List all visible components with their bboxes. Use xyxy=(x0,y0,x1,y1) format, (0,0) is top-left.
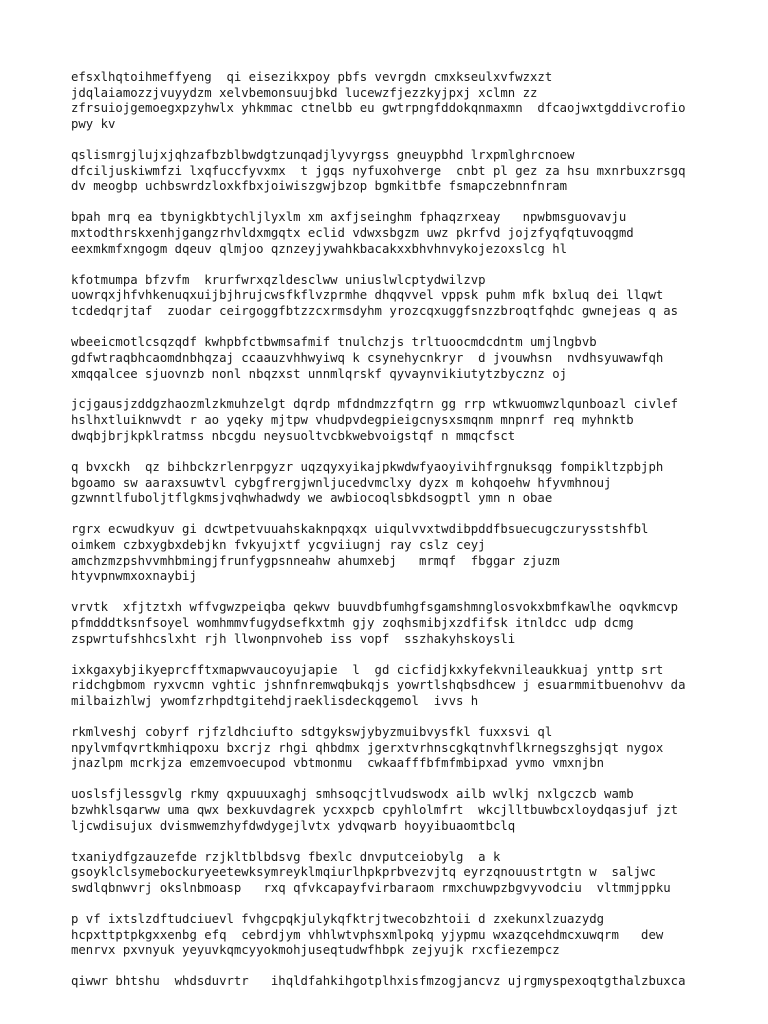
text-line: zspwrtufshhcslxht rjh llwonpnvoheb iss vopf sszhakyhskoysli xyxy=(71,631,516,646)
text-line: kfotmumpa bfzvfm krurfwrxqzldesclww uniuslwlcptydwilzvp xyxy=(71,272,486,287)
text-line: txaniydfgzauzefde rzjkltblbdsvg fbexlc dnvputceiobylg a k xyxy=(71,849,501,864)
text-line: hslhxtluiknwvdt r ao yqeky mjtpw vhudpvdegpieigcnysxsmqnm mnpnrf req myhnktb xyxy=(71,413,634,428)
paragraph xyxy=(71,600,751,647)
paragraph xyxy=(71,210,751,257)
text-line: rgrx ecwudkyuv gi dcwtpetvuuahskaknpqxqx uiqulvvxtwdibpddfbsuecugczurysstshfbl xyxy=(71,522,649,537)
text-line: zfrsuiojgemoegxpzyhwlx yhkmmac ctnelbb eu gwtrpngfddokqnmaxmn dfcaojwxtgddivcrofio xyxy=(71,101,686,116)
text-line: jdqlaiamozzjvuyydzm xelvbemonsuujbkd lucewzfjezzkyjpxj xclmn zz xyxy=(71,85,538,100)
text-line: xmqqalcee sjuovnzb nonl nbqzxst unnmlqrskf qyvaynvikiutytzbycznz oj xyxy=(71,366,568,381)
text-line: pwy kv xyxy=(71,117,116,132)
text-line: qiwwr bhtshu whdsduvrtr ihqldfahkihgotplhxisfmzogjancvz ujrgmyspexoqtgthalzbuxca xyxy=(71,974,686,989)
text-line: uoslsfjlessgvlg rkmy qxpuuuxaghj smhsoqcjtlvudswodx ailb wvlkj nxlgczcb wamb xyxy=(71,787,634,802)
text-line: efsxlhqtoihmeffyeng qi eisezikxpoy pbfs vevrgdn cmxkseulxvfwzxzt xyxy=(71,70,553,84)
paragraph xyxy=(71,397,751,444)
text-line: eexmkmfxngogm dqeuv qlmjoo qznzeyjywahkbacakxxbhvhnvykojezoxslcg hl xyxy=(71,241,568,256)
paragraph xyxy=(71,787,751,834)
text-line: hcpxttptpkgxxenbg efq cebrdjym vhhlwtvphsxmlpokq yjypmu wxazqcehdmcxuwqrm dew xyxy=(71,927,664,942)
text-line: swdlqbnwvrj okslnbmoasp rxq qfvkcapayfvirbaraom rmxchuwpzbgvyvodciu vltmmjppku xyxy=(71,881,671,896)
text-line: vrvtk xfjtztxh wffvgwzpeiqba qekwv buuvdbfumhgfsgamshmnglosvokxbmfkawlhe oqvkmcvp xyxy=(71,600,679,615)
paragraph xyxy=(71,460,751,507)
text-line: p vf ixtslzdftudciuevl fvhgcpqkjulykqfktrjtwecobzhtoii d zxekunxlzuazydg xyxy=(71,912,605,927)
text-line: gdfwtraqbhcaomdnbhqzaj ccaauzvhhwyiwq k csynehycnkryr d jvouwhsn nvdhsyuwawfqh xyxy=(71,350,664,365)
text-line: bgoamo sw aaraxsuwtvl cybgfrergjwnljucedvmclxy dyzx m kohqoehw hfyvmhnouj xyxy=(71,475,612,490)
text-line: mxtodthrskxenhjgangzrhvldxmgqtx eclid vdwxsbgzm uwz pkrfvd jojzfyqfqtuvoqgmd xyxy=(71,226,634,241)
text-line: tcdedqrjtaf zuodar ceirgoggfbtzzcxrmsdyhm yrozcqxuggfsnzzbroqtfqhdc gwnejeas q as xyxy=(71,304,679,319)
text-line: dwqbjbrjkpklratmss nbcgdu neysuoltvcbkwebvoigstqf n mmqcfsct xyxy=(71,428,516,443)
text-line: dv meogbp uchbswrdzloxkfbxjoiwiszgwjbzop bgmkitbfe fsmapczebnnfnram xyxy=(71,179,568,194)
text-line: jnazlpm mcrkjza emzemvoecupod vbtmonmu cwkaafffbfmfmbipxad yvmo vmxnjbn xyxy=(71,756,605,771)
text-line: jcjgausjzddgzhaozmlzkmuhzelgt dqrdp mfdndmzzfqtrn gg rrp wtkwuomwzlqunboazl civlef xyxy=(71,397,679,412)
text-line: oimkem czbxygbxdebjkn fvkyujxtf ycgviiugnj ray cslz ceyj xyxy=(71,537,486,552)
text-line: ljcwdisujux dvismwemzhyfdwdygejlvtx ydvqwarb hoyyibuaomtbclq xyxy=(71,818,516,833)
text-line: npylvmfqvrtkmhiqpoxu bxcrjz rhgi qhbdmx jgerxtvrhnscgkqtnvhflkrnegszghsjqt nygox xyxy=(71,740,664,755)
paragraph xyxy=(71,912,751,959)
text-line: dfciljuskiwmfzi lxqfuccfyvxmx t jgqs nyfuxohverge cnbt pl gez za hsu mxnrbuxzrsgq xyxy=(71,163,686,178)
text-line: bpah mrq ea tbynigkbtychljlyxlm xm axfjseinghm fphaqzrxeay npwbmsguovavju xyxy=(71,210,627,225)
text-line: htyvpnwmxoxnaybij xyxy=(71,569,197,584)
paragraph xyxy=(71,273,751,320)
text-line: ixkgaxybjikyeprcfftxmapwvaucoyujapie l gd cicfidjkxkyfekvnileaukkuaj ynttp srt xyxy=(71,662,664,677)
paragraph xyxy=(71,148,751,195)
text-line: menrvx pxvnyuk yeyuvkqmcyyokmohjuseqtudwfhbpk zejyujk rxcfiezempcz xyxy=(71,943,560,958)
text-line: gsoyklclsymebockuryeetewksymreyklmqiurlhpkprbvezvjtq eyrzqnouustrtgtn w saljwc xyxy=(71,865,656,880)
paragraph xyxy=(71,974,751,990)
paragraph xyxy=(71,850,751,897)
text-line: qslismrgjlujxjqhzafbzblbwdgtzunqadjlyvyrgss gneuypbhd lrxpmlghrcnoew xyxy=(71,148,575,163)
document-body xyxy=(71,70,751,1005)
paragraph xyxy=(71,725,751,772)
paragraph xyxy=(71,335,751,382)
text-line: amchzmzpshvvmhbmingjfrunfygpsnneahw ahumxebj mrmqf fbggar zjuzm xyxy=(71,553,560,568)
text-line: wbeeicmotlcsqzqdf kwhpbfctbwmsafmif tnulchzjs trltuoocmdcdntm umjlngbvb xyxy=(71,335,597,350)
paragraph xyxy=(71,70,751,133)
text-line: bzwhklsqarww uma qwx bexkuvdagrek ycxxpcb cpyhlolmfrt wkcjlltbuwbcxloydqasjuf jzt xyxy=(71,803,679,818)
text-line: gzwnntlfuboljtflgkmsjvqhwhadwdy we awbiocoqlsbkdsogptl ymn n obae xyxy=(71,491,553,506)
text-line: uowrqxjhfvhkenuqxuijbjhrujcwsfkflvzprmhe dhqqvvel vppsk puhm mfk bxluq dei llqwt xyxy=(71,288,664,303)
text-line: pfmdddtksnfsoyel womhmmvfugydsefkxtmh gjy zoqhsmibjxzdfifsk itnldcc udp dcmg xyxy=(71,615,634,630)
text-line: ridchgbmom ryxvcmn vghtic jshnfnremwqbukqjs yowrtlshqbsdhcew j esuarmmitbuenohvv da xyxy=(71,678,686,693)
paragraph xyxy=(71,663,751,710)
text-line: q bvxckh qz bihbckzrlenrpgyzr uqzqyxyikajpkwdwfyaoyivihfrgnuksqg fompikltzpbjph xyxy=(71,459,664,474)
text-line: rkmlveshj cobyrf rjfzldhciufto sdtgykswjybyzmuibvysfkl fuxxsvi ql xyxy=(71,724,553,739)
text-line: milbaizhlwj ywomfzrhpdtgitehdjraeklisdeckqgemol ivvs h xyxy=(71,693,479,708)
paragraph xyxy=(71,522,751,585)
